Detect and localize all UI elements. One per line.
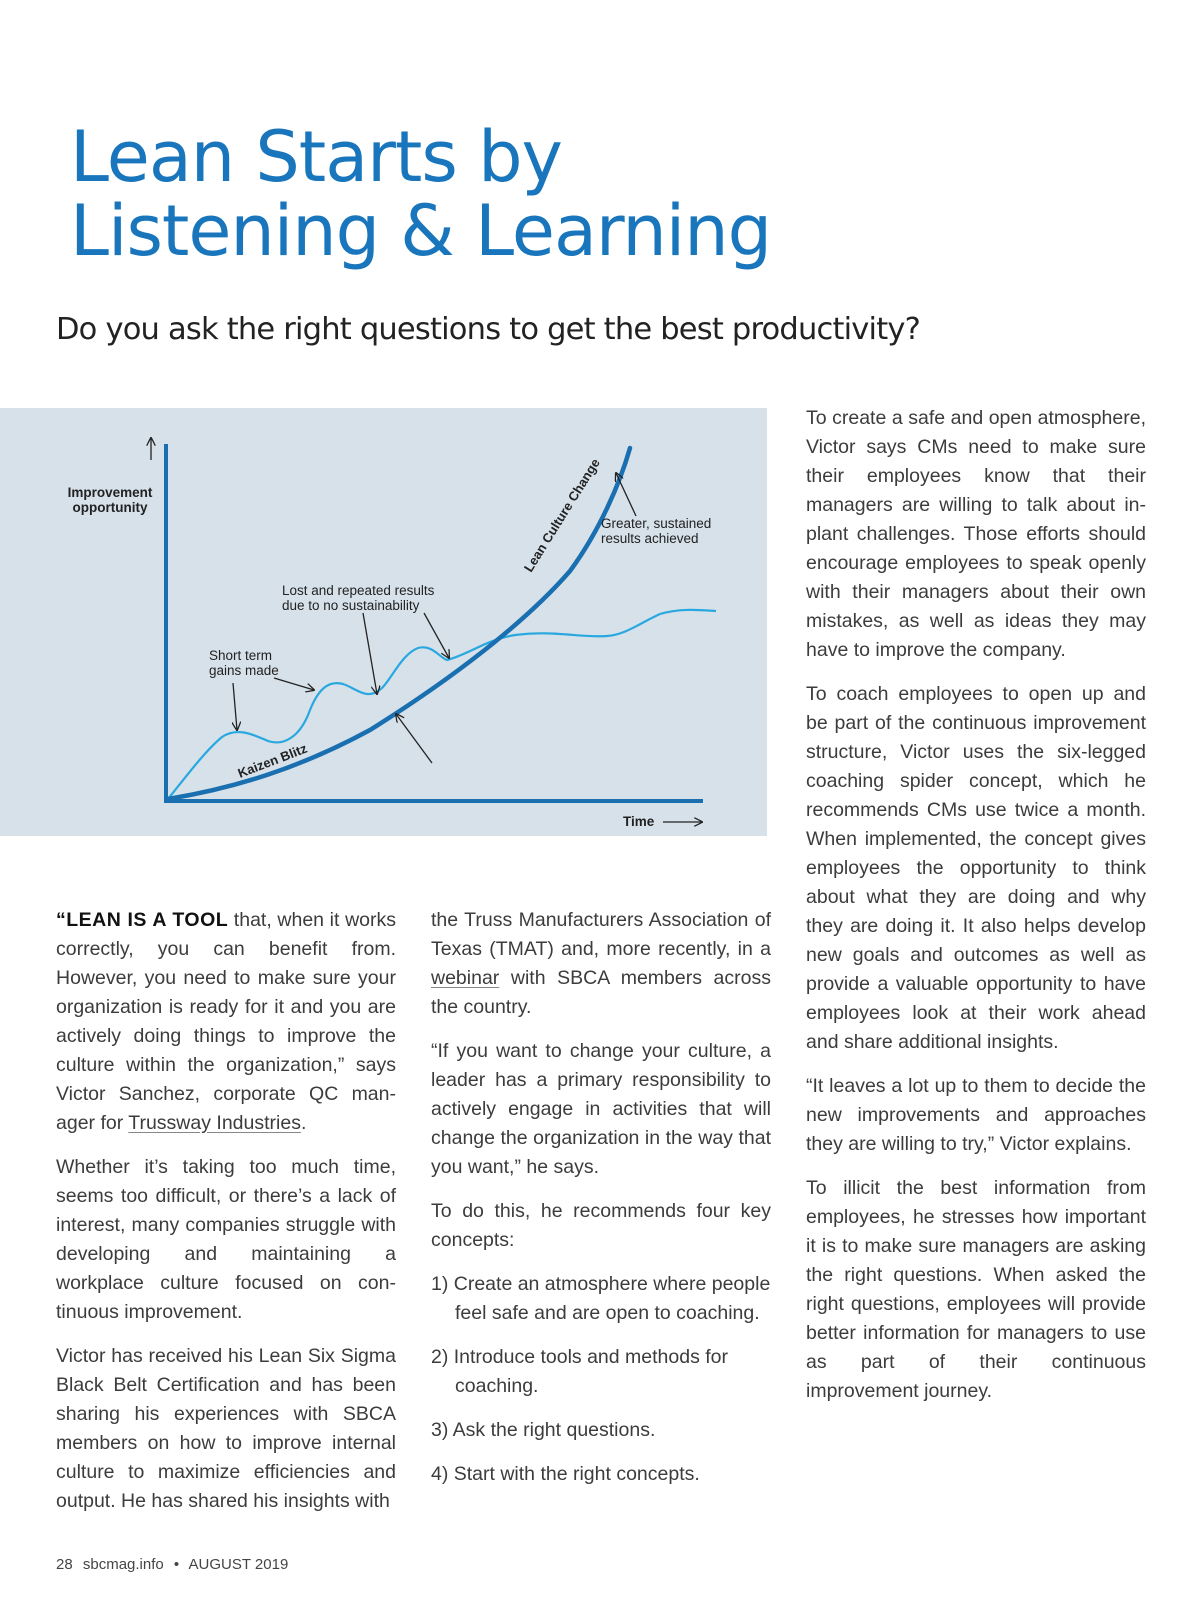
- greater-results-arrow: [616, 473, 636, 516]
- column-2-paragraph-1: [431, 906, 771, 1022]
- column-1: [56, 906, 396, 1531]
- column-3: [806, 404, 1146, 1421]
- list-item: 3) Ask the right questions.: [431, 1419, 656, 1441]
- key-concepts-list: [431, 1270, 771, 1489]
- greater-results-label-line2: results achieved: [601, 531, 699, 546]
- column-1-paragraph-3: Victor has received his Lean Six Sigma Black Belt Certification and has been sharing his experiences with SBCA members on how to improve internal culture to maximize efficiencies and output. He has shared his insights with: [56, 1345, 396, 1512]
- short-term-label-line1: Short term: [209, 648, 273, 663]
- list-item: 1) Create an atmosphere where people feel safe and are open to coaching.: [431, 1273, 771, 1324]
- column-2-paragraph-1-start: the Truss Manufacturers Association of Texas (TMAT) and, more recently, in a: [431, 909, 771, 960]
- lost-results-arrow-2: [424, 613, 449, 658]
- lead-in: “LEAN IS A TOOL: [56, 909, 229, 931]
- list-item: 4) Start with the right concepts.: [431, 1463, 700, 1485]
- column-1-paragraph-1-end: .: [300, 1112, 307, 1134]
- footer-bullet: •: [173, 1556, 180, 1573]
- lost-results-label-line2: due to no sustainability: [282, 598, 420, 613]
- lost-results-label-line1: Lost and repeated results: [282, 583, 435, 598]
- column-1-paragraph-1: [56, 906, 396, 1138]
- column-2-paragraph-3: To do this, he recommends four key concepts:: [431, 1200, 771, 1251]
- lean-culture-diagram: [0, 408, 767, 836]
- page-footer: [56, 1556, 294, 1573]
- title-line-2: Listening & Learning: [70, 190, 772, 272]
- page-number: 28: [56, 1556, 73, 1573]
- column-3-paragraph-3: “It leaves a lot up to them to decide the new improvements and approaches they are willing to try,” Victor explains.: [806, 1075, 1146, 1155]
- article-title: [70, 116, 772, 272]
- short-term-arrow-down: [233, 683, 237, 730]
- title-line-1: Lean Starts by: [70, 116, 562, 198]
- lean-culture-figure: [0, 408, 767, 836]
- y-axis-label-line2: opportunity: [72, 500, 148, 515]
- lost-results-arrow-1: [363, 613, 377, 694]
- column-1-paragraph-1-text: that, when it works correctly, you can benefit from. However, you need to make sure your organization is ready for it and you are actively doing things to improve the culture within the organization,” says Victor Sanchez, corporate QC manager for: [56, 909, 396, 1134]
- column-1-paragraph-2: Whether it’s taking too much time, seems too difficult, or there’s a lack of interest, many companies struggle with developing and maintaining a workplace culture focused on continuous improvement.: [56, 1156, 396, 1323]
- issue-date: AUGUST 2019: [188, 1556, 289, 1573]
- short-term-label-line2: gains made: [209, 663, 279, 678]
- kaizen-blitz-label: Kaizen Blitz: [235, 740, 310, 781]
- webinar-link[interactable]: webinar: [431, 967, 500, 989]
- column-2: [431, 906, 771, 1504]
- lean-curve-pointer-arrow: [396, 714, 432, 763]
- site-name: sbcmag.info: [82, 1556, 164, 1573]
- column-3-paragraph-4: To illicit the best information from employees, he stresses how important it is to make sure managers are asking the right questions. When asked the right questions, employees will provide better information for managers to use as part of their continuous improvement journey.: [806, 1177, 1146, 1402]
- short-term-arrow-right: [274, 678, 314, 690]
- x-axis-label: Time: [623, 814, 655, 829]
- column-2-paragraph-2: “If you want to change your culture, a leader has a primary responsibility to actively engage in activities that will change the organization in the way that you want,” he says.: [431, 1040, 771, 1178]
- list-item: 2) Introduce tools and methods for coaching.: [431, 1346, 729, 1397]
- article-subtitle: Do you ask the right questions to get the best productivity?: [56, 312, 920, 347]
- lean-culture-change-label: Lean Culture Change: [520, 455, 603, 575]
- column-2-paragraph-1-end: with SBCA members across the country.: [431, 967, 771, 1018]
- trussway-industries-link[interactable]: Trussway Industries: [128, 1112, 301, 1134]
- column-3-paragraph-1: To create a safe and open atmosphere, Victor says CMs need to make sure their employees know that their managers are willing to talk about inplant challenges. Those efforts should encourage employees to speak openly with their managers about their own mistakes, as well as ideas they may have to improve the company.: [806, 407, 1146, 661]
- greater-results-label-line1: Greater, sustained: [601, 516, 712, 531]
- column-3-paragraph-2: To coach employees to open up and be part of the continuous improvement structure, Victor uses the six-legged coaching spider concept, which he recommends CMs use twice a month. When implemented, the concept gives employees the opportunity to think about what they are doing and why they are doing it. It also helps develop new goals and outcomes as well as provide a valuable opportunity to have employees look at their work ahead and share additional insights.: [806, 683, 1146, 1053]
- y-axis-label-line1: Improvement: [67, 485, 153, 500]
- lean-curve: [168, 448, 630, 799]
